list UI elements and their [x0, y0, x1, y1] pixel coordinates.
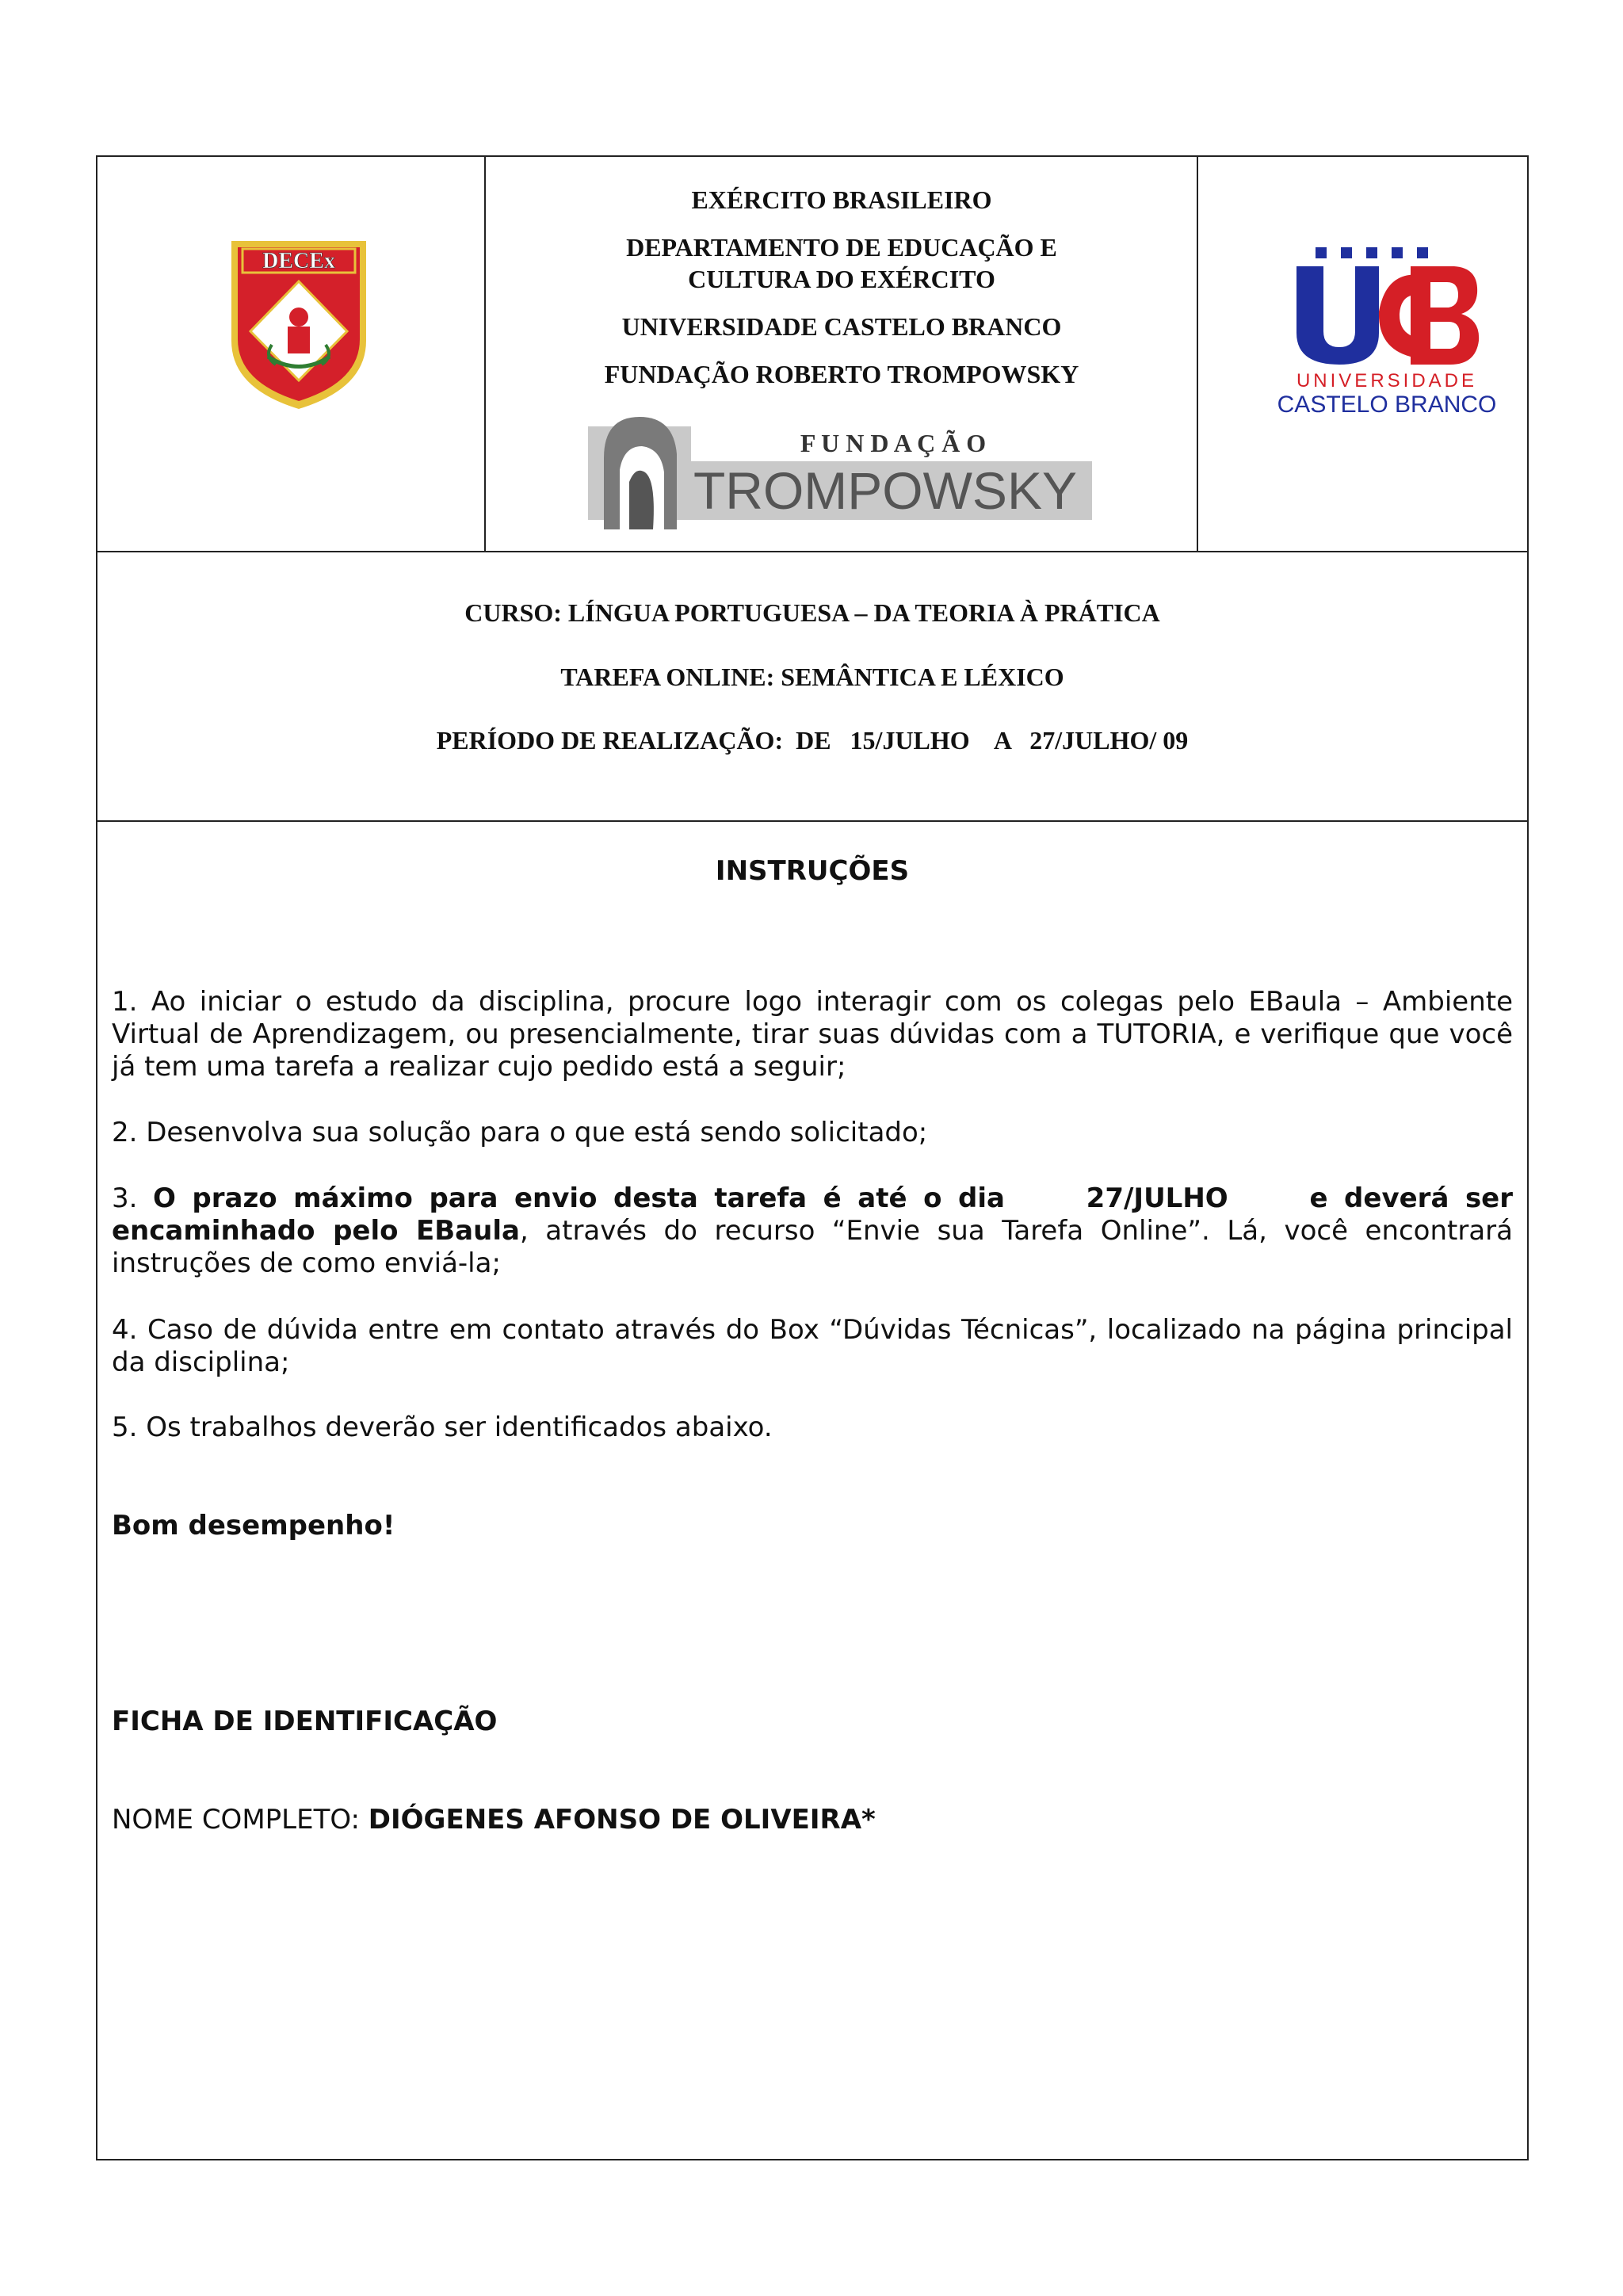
task-name: TAREFA ONLINE: SEMÂNTICA E LÉXICO [560, 663, 1064, 691]
ficha-title: FICHA DE IDENTIFICAÇÃO [112, 1706, 498, 1737]
decex-logo [228, 238, 369, 412]
instruction-item-3 [112, 1182, 1522, 1280]
fundacao-logo-bottom: TROMPOWSKY [693, 461, 1078, 520]
full-name-value: DIÓGENES AFONSO DE OLIVEIRA* [368, 1804, 876, 1836]
header-divider [96, 551, 1529, 552]
header-line-department-b: CULTURA DO EXÉRCITO [688, 265, 995, 293]
header-line-university: UNIVERSIDADE CASTELO BRANCO [621, 312, 1062, 341]
instruction-item-4: 4. Caso de dúvida entre em contato através do Box “Dúvidas Técnicas”, localizado na página principal da disciplina; [112, 1314, 1513, 1378]
closing-text: Bom desempenho! [112, 1510, 395, 1541]
instruction-item-2: 2. Desenvolva sua solução para o que está sendo solicitado; [112, 1117, 928, 1148]
instruction-item-3-deadline: O prazo máximo para envio desta tarefa é até o dia 27/JULHO e deverá ser encaminhado pelo EBaula [112, 1182, 1522, 1247]
instruction-item-3-prefix: 3. [112, 1182, 153, 1214]
ucb-logo [1277, 244, 1497, 426]
decex-logo-text: DECEx [262, 249, 335, 273]
header-line-foundation: FUNDAÇÃO ROBERTO TROMPOWSKY [604, 360, 1079, 388]
instruction-item-3-rest: , através do recurso “Envie sua Tarefa Online”. Lá, você encontrará instruções de como enviá-la; [112, 1215, 1522, 1279]
course-name: CURSO: LÍNGUA PORTUGUESA – DA TEORIA À PRÁTICA [464, 598, 1160, 627]
header-line-department-a: DEPARTAMENTO DE EDUCAÇÃO E [626, 233, 1057, 262]
instruction-item-5: 5. Os trabalhos deverão ser identificados abaixo. [112, 1412, 773, 1443]
instructions-title: INSTRUÇÕES [715, 855, 910, 887]
period: PERÍODO DE REALIZAÇÃO: DE 15/JULHO A 27/JULHO/ 09 [436, 726, 1189, 755]
ucb-logo-line2: CASTELO BRANCO [1277, 392, 1497, 418]
ucb-logo-line1: UNIVERSIDADE [1296, 370, 1478, 392]
course-divider [96, 820, 1529, 822]
fundacao-trompowsky-logo [588, 411, 1092, 531]
institution-header [486, 184, 1197, 406]
full-name-line [112, 1804, 876, 1836]
header-line-army: EXÉRCITO BRASILEIRO [691, 185, 992, 214]
fundacao-logo-top: F U N D A Ç Ã O [800, 429, 987, 457]
instruction-item-1: 1. Ao iniciar o estudo da disciplina, procure logo interagir com os colegas pelo EBaula – Ambiente Virtual de Aprendizagem, ou presencialmente, tirar suas dúvidas com a TUTORIA, e verifique que você já tem uma tarefa a realizar cujo pedido está a seguir; [112, 986, 1513, 1083]
full-name-label: NOME COMPLETO: [112, 1804, 369, 1836]
